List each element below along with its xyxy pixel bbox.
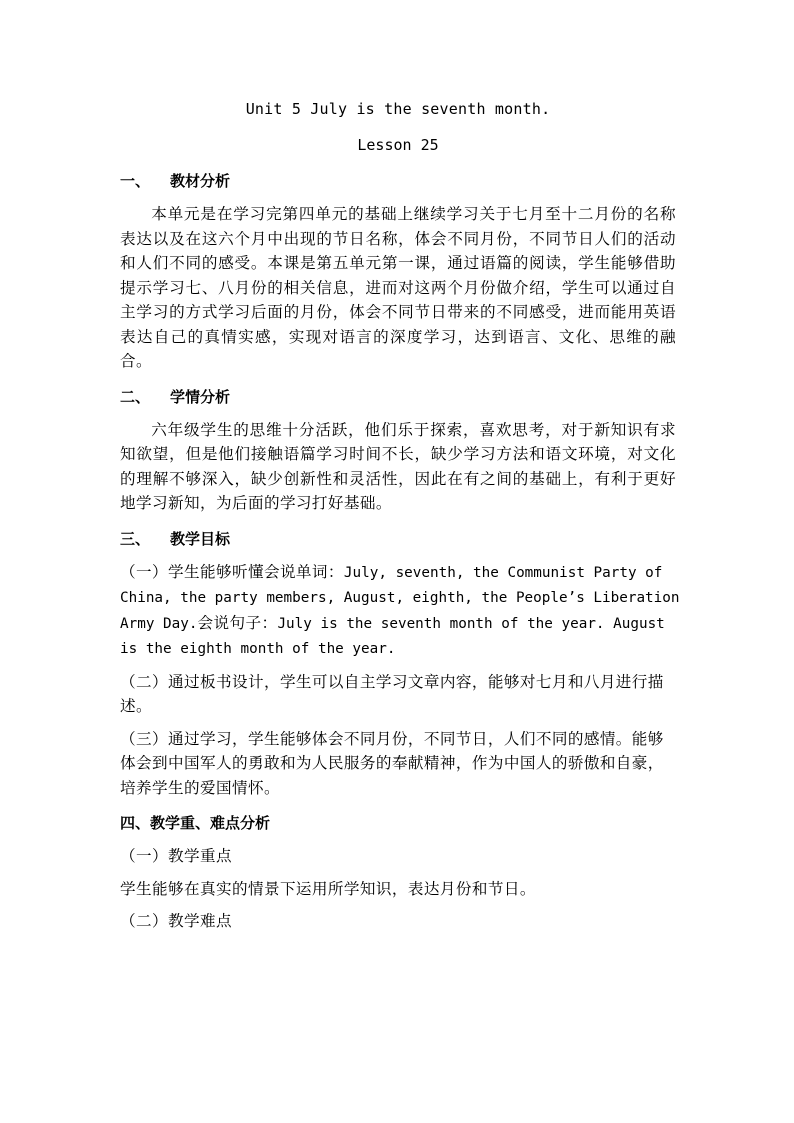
- section-number: 一、: [120, 172, 151, 190]
- goal-item-1-mid: 会说句子：: [197, 613, 278, 632]
- section-title: 教材分析: [170, 172, 231, 190]
- section-title: 教学目标: [170, 529, 231, 548]
- section-heading-key-difficult-points: 四、教学重、难点分析: [120, 814, 271, 832]
- goal-item-1: [120, 560, 680, 662]
- section-number: 三、: [120, 529, 151, 548]
- goal-item-1-words: July, seventh, the Communist Party of China, the party members, August, eighth, the People’s Liberation Army Day.: [120, 564, 680, 632]
- goal-item-1-sentences: July is the seventh month of the year. August is the eighth month of the year.: [120, 615, 665, 657]
- document-page: [120, 96, 680, 934]
- document-title: Unit 5 July is the seventh month.: [245, 100, 551, 118]
- subheading-key-points: （一）教学重点: [120, 847, 232, 865]
- section-heading-textbook-analysis: [120, 168, 676, 194]
- section-title: 学情分析: [170, 387, 231, 406]
- lesson-subtitle: Lesson 25: [357, 136, 439, 154]
- section-heading-teaching-goals: [120, 526, 676, 552]
- section-body-textbook-analysis: 本单元是在学习完第四单元的基础上继续学习关于七月至十二月份的名称表达以及在这六个月中出现的节日名称，体会不同月份，不同节日人们的活动和人们不同的感受。本课是第五单元第一课，通过语篇的阅读，学生能够借助提示学习七、八月份的相关信息，进而对这两个月份做介绍，学生可以通过自主学习的方式学习后面的月份，体会不同节日带来的不同感受，进而能用英语表达自己的真情实感，实现对语言的深度学习，达到语言、文化、思维的融合。: [120, 205, 676, 370]
- section-heading-student-analysis: [120, 384, 676, 410]
- section-number: 二、: [120, 387, 151, 406]
- key-points-body: 学生能够在真实的情景下运用所学知识，表达月份和节日。: [120, 879, 536, 898]
- goal-item-1-prefix: （一）学生能够听懂会说单词：: [120, 562, 344, 581]
- subheading-difficult-points: （二）教学难点: [120, 912, 232, 930]
- goal-item-2: （二）通过板书设计，学生可以自主学习文章内容，能够对七月和八月进行描述。: [120, 672, 664, 715]
- section-body-student-analysis: 六年级学生的思维十分活跃，他们乐于探索，喜欢思考，对于新知识有求知欲望，但是他们接触语篇学习时间不长，缺少学习方法和语文环境，对文化的理解不够深入，缺少创新性和灵活性，因此在有之间的基础上，有利于更好地学习新知，为后面的学习打好基础。: [120, 420, 676, 512]
- goal-item-3: （三）通过学习，学生能够体会不同月份，不同节日，人们不同的感情。能够体会到中国军人的勇敢和为人民服务的奉献精神，作为中国人的骄傲和自豪，培养学生的爱国情怀。: [120, 729, 664, 797]
